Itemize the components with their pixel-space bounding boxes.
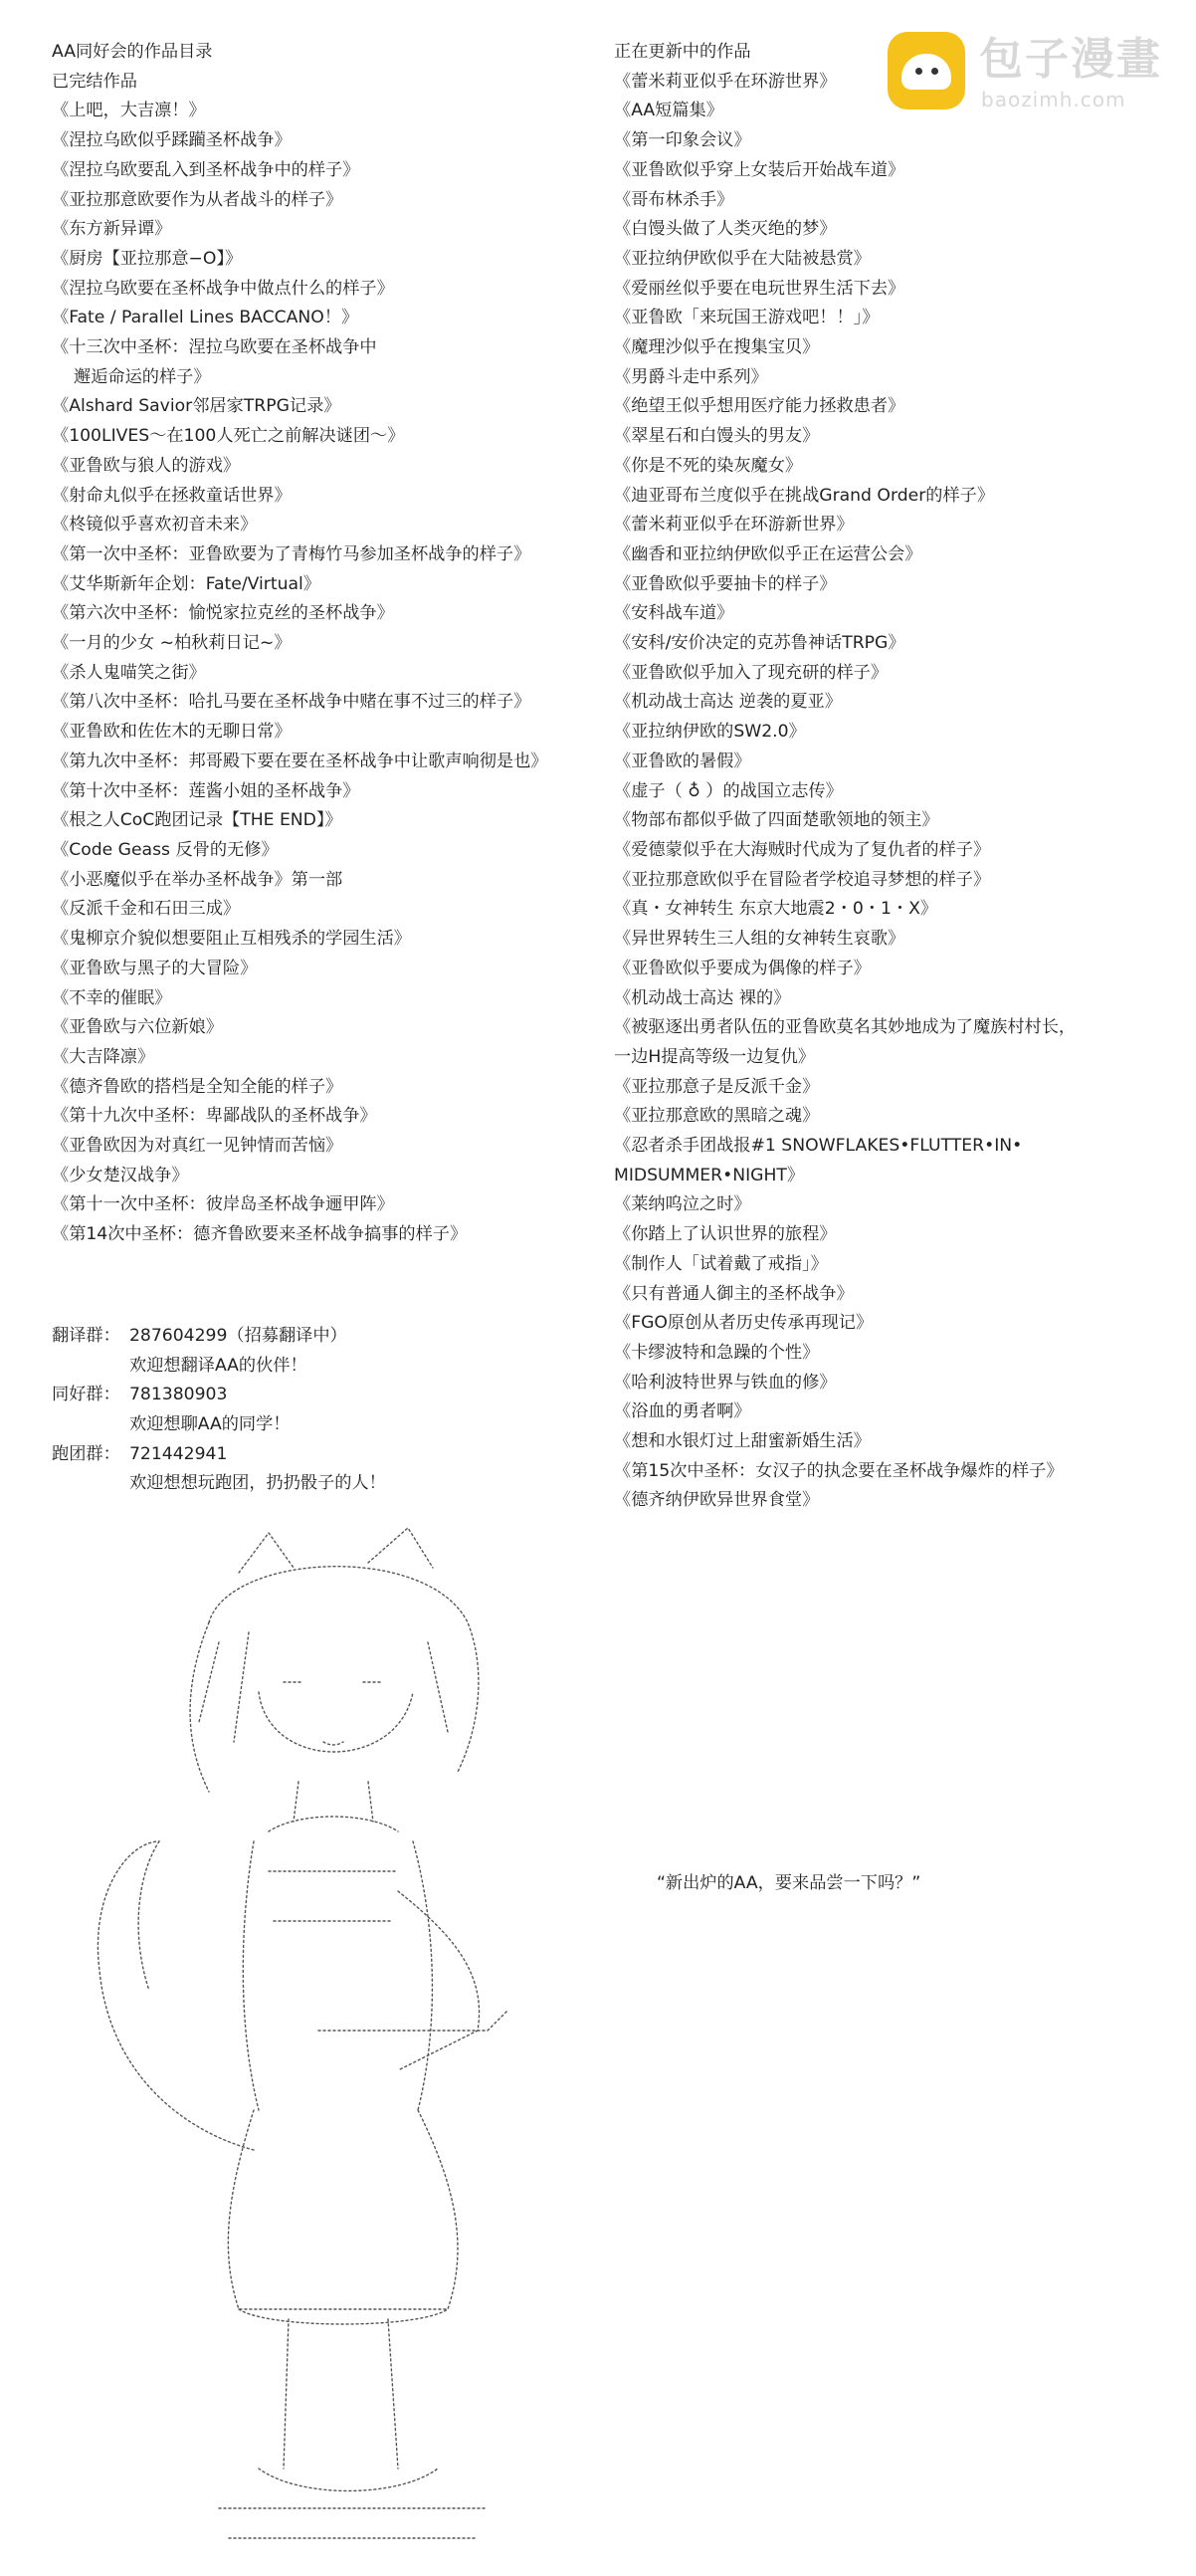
work-title-item: 《上吧，大吉凛！》 [52,101,206,121]
work-title-item: 《射命丸似乎在拯救童话世界》 [52,485,292,506]
work-title-item: 《Code Geass 反骨的无修》 [52,839,279,860]
work-title-item: 《哈利波特世界与铁血的修》 [614,1372,837,1393]
work-title-item: 《第十次中圣杯：莲酱小姐的圣杯战争》 [52,780,360,801]
work-title-item: 《魔理沙似乎在搜集宝贝》 [614,337,820,358]
work-title-item: 《亚鲁欧似乎加入了现充研的样子》 [614,662,889,683]
work-title-item: 《第十九次中圣杯：卑鄙战队的圣杯战争》 [52,1106,377,1127]
work-title-item: 《白馒头做了人类灭绝的梦》 [614,219,837,240]
ongoing-heading: 正在更新中的作品 [614,42,751,62]
contact-note: 欢迎想想玩跑团，扔扔骰子的人！ [129,1473,386,1494]
work-title-item: 《小恶魔似乎在举办圣杯战争》第一部 [52,869,343,890]
contact-note: 欢迎想聊AA的同学！ [129,1413,291,1434]
work-title-item: 《只有普通人御主的圣杯战争》 [614,1283,854,1304]
group-number: 781380903 [129,1385,228,1405]
work-title-item: 《十三次中圣杯：涅拉乌欧要在圣杯战争中 [52,337,377,358]
group-number: 721442941 [129,1443,228,1464]
work-title-item: 《安科战车道》 [614,603,734,624]
work-title-item: 《FGO原创从者历史传承再现记》 [614,1313,874,1334]
work-title-item: 《异世界转生三人组的女神转生哀歌》 [614,929,905,950]
work-title-item: 《厨房【亚拉那意−O】》 [52,248,243,269]
catalog-heading: AA同好会的作品目录 [52,42,213,62]
work-title-item: 《爱德蒙似乎在大海贼时代成为了复仇者的样子》 [614,839,991,860]
ongoing-works-list [614,68,1186,1516]
work-title-item: 《第15次中圣杯：女汉子的执念要在圣杯战争爆炸的样子》 [614,1460,1064,1481]
work-title-item: 《亚拉那意欧似乎在冒险者学校追寻梦想的样子》 [614,869,991,890]
work-title-item: 《卡缪波特和急躁的个性》 [614,1342,820,1363]
work-title-item: 《蕾米莉亚似乎在环游世界》 [614,71,837,92]
contact-note: 欢迎想翻译AA的伙伴！ [129,1355,307,1376]
contact-label: 同好群： [52,1385,120,1405]
work-title-item: 《亚鲁欧与黑子的大冒险》 [52,958,258,978]
work-title-item: 《第九次中圣杯：邦哥殿下要在要在圣杯战争中让歌声响彻是也》 [52,751,548,771]
work-title-item: 《第一次中圣杯：亚鲁欧要为了青梅竹马参加圣杯战争的样子》 [52,543,531,564]
work-title-item: 《涅拉乌欧似乎蹂躏圣杯战争》 [52,130,292,151]
work-title-item: 《100LIVES～在100人死亡之前解决谜团～》 [52,426,405,447]
work-title-item: 《蕾米莉亚似乎在环游新世界》 [614,515,854,536]
work-title-item: 《亚拉那意子是反派千金》 [614,1076,820,1097]
work-title-item: 《一月的少女 ~柏秋莉日记~》 [52,633,292,654]
work-title-item: 《杀人鬼喵笑之街》 [52,662,206,683]
work-title-item: 《男爵斗走中系列》 [614,366,768,387]
work-title-item: 《第14次中圣杯：德齐鲁欧要来圣杯战争搞事的样子》 [52,1224,468,1245]
ongoing-works-column [614,38,1186,1516]
work-title-item: 《亚拉纳伊欧似乎在大陆被悬赏》 [614,248,871,269]
work-title-item: 《东方新异谭》 [52,219,172,240]
work-title-item: 《亚拉那意欧要作为从者战斗的样子》 [52,189,343,210]
work-title-item: 《被驱逐出勇者队伍的亚鲁欧莫名其妙地成为了魔族村村长， [614,1017,1077,1038]
logo-url: baozimh.com [981,88,1126,111]
completed-subheading: 已完结作品 [52,71,137,92]
work-title-item: 《亚拉纳伊欧的SW2.0》 [614,722,806,743]
work-title-item: 《爱丽丝似乎要在电玩世界生活下去》 [614,278,905,299]
contact-label: 翻译群： [52,1325,120,1346]
work-title-item: 《亚鲁欧因为对真红一见钟情而苦恼》 [52,1136,343,1157]
contact-label: 跑团群： [52,1443,120,1464]
contact-groups [52,1322,609,1499]
work-title-item: 《亚鲁欧与狼人的游戏》 [52,455,241,476]
group-number: 287604299（招募翻译中） [129,1325,347,1346]
work-title-item: 《虚子（ ♁ ）的战国立志传》 [614,780,843,801]
work-title-item: 《AA短篇集》 [614,101,723,121]
work-title-item: 《忍者杀手团战报#1 SNOWFLAKES•FLUTTER•IN• [614,1136,1023,1157]
contact-group-row [52,1322,609,1352]
work-title-item: 《机动战士高达 逆袭的夏亚》 [614,692,842,713]
work-title-item: 《亚拉那意欧的黑暗之魂》 [614,1106,820,1127]
logo-title: 包子漫畫 [979,34,1162,85]
work-title-item: 《亚鲁欧「来玩国王游戏吧！！」》 [614,308,880,328]
work-title-item: 《不幸的催眠》 [52,987,172,1008]
contact-group-row [52,1381,609,1410]
work-title-item: 《想和水银灯过上甜蜜新婚生活》 [614,1431,871,1452]
work-title-item: 《柊镜似乎喜欢初音未来》 [52,515,258,536]
completed-works-column [52,38,609,1499]
work-title-item: 《亚鲁欧似乎要成为偶像的样子》 [614,958,871,978]
contact-group-row [52,1440,609,1470]
work-title-item: 《涅拉乌欧要在圣杯战争中做点什么的样子》 [52,278,394,299]
work-title-item: 《迪亚哥布兰度似乎在挑战Grand Order的样子》 [614,485,995,506]
work-title-item: 《亚鲁欧似乎要抽卡的样子》 [614,573,837,594]
work-title-item: MIDSUMMER•NIGHT》 [614,1165,805,1185]
work-title-item: 《鬼柳京介貌似想要阻止互相残杀的学园生活》 [52,929,411,950]
work-title-item: 《机动战士高达 裸的》 [614,987,791,1008]
work-title-item: 《亚鲁欧和佐佐木的无聊日常》 [52,722,292,743]
work-title-item: 《大吉降凛》 [52,1046,155,1067]
work-title-item: 《德齐纳伊欧异世界食堂》 [614,1490,820,1511]
work-title-item: 《亚鲁欧似乎穿上女装后开始战车道》 [614,159,905,180]
work-title-item: 《少女楚汉战争》 [52,1165,189,1185]
work-title-item: 《制作人「试着戴了戒指」》 [614,1253,828,1274]
work-title-item: 《浴血的勇者啊》 [614,1401,751,1422]
ascii-art-catgirl-icon [70,1513,627,2568]
work-title-item: 《艾华斯新年企划：Fate/Virtual》 [52,573,320,594]
work-title-item: 《你是不死的染灰魔女》 [614,455,803,476]
work-title-item: 《德齐鲁欧的搭档是全知全能的样子》 [52,1076,343,1097]
work-title-item: 《涅拉乌欧要乱入到圣杯战争中的样子》 [52,159,360,180]
work-title-item: 邂逅命运的样子》 [74,366,211,387]
work-title-item: 《第十一次中圣杯：彼岸岛圣杯战争逦甲阵》 [52,1194,394,1215]
work-title-item: 《莱纳呜泣之时》 [614,1194,751,1215]
completed-works-list [52,97,609,1249]
speech-caption: “新出炉的AA，要来品尝一下吗？” [657,1873,921,1893]
work-title-item: 《幽香和亚拉纳伊欧似乎正在运营公会》 [614,543,922,564]
work-title-item: 《翠星石和白馒头的男友》 [614,426,820,447]
work-title-item: 《根之人CoC跑团记录【THE END】》 [52,810,342,831]
work-title-item: 《反派千金和石田三成》 [52,899,241,920]
work-title-item: 《亚鲁欧与六位新娘》 [52,1017,223,1038]
work-title-item: 《亚鲁欧的暑假》 [614,751,751,771]
work-title-item: 《第八次中圣杯：哈扎马要在圣杯战争中赌在事不过三的样子》 [52,692,531,713]
work-title-item: 《真・女神转生 东京大地震2・0・1・X》 [614,899,938,920]
work-title-item: 《Alshard Savior邻居家TRPG记录》 [52,396,341,417]
work-title-item: 《安科/安价决定的克苏鲁神话TRPG》 [614,633,905,654]
work-title-item: 《绝望王似乎想用医疗能力拯救患者》 [614,396,905,417]
work-title-item: 《第六次中圣杯：愉悦家拉克丝的圣杯战争》 [52,603,394,624]
work-title-item: 一边H提高等级一边复仇》 [614,1046,815,1067]
work-title-item: 《第一印象会议》 [614,130,751,151]
work-title-item: 《物部布都似乎做了四面楚歌领地的领主》 [614,810,939,831]
work-title-item: 《Fate / Parallel Lines BACCANO！》 [52,308,359,328]
work-title-item: 《哥布林杀手》 [614,189,734,210]
work-title-item: 《你踏上了认识世界的旅程》 [614,1224,837,1245]
